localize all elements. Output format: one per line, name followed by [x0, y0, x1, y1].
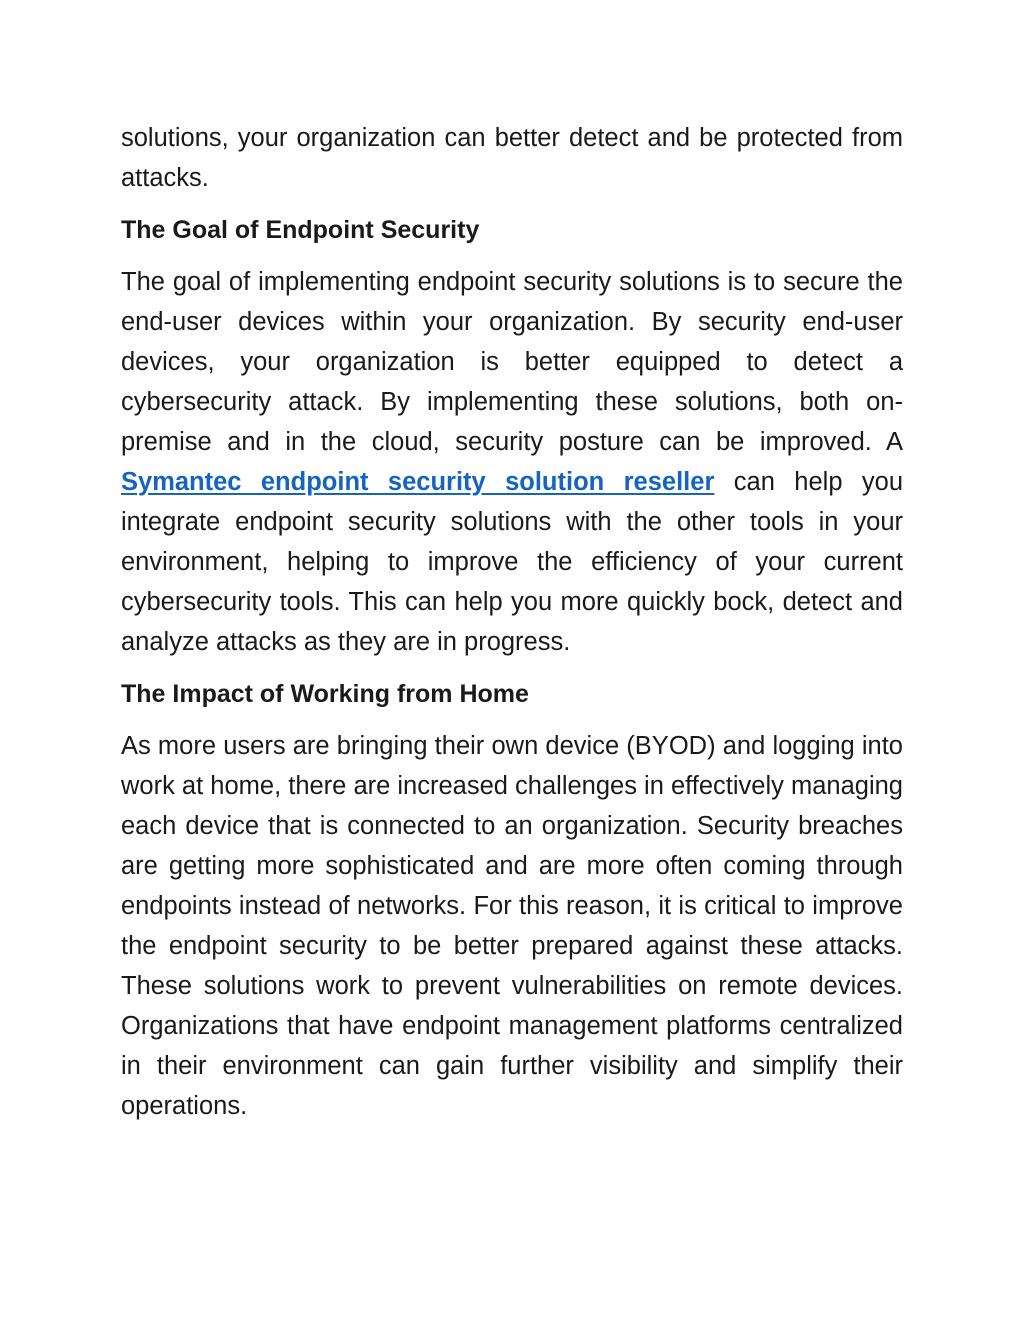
section-heading-working-from-home: The Impact of Working from Home: [121, 680, 529, 708]
symantec-reseller-link[interactable]: Symantec endpoint security solution reseller: [121, 468, 715, 496]
goal-paragraph-text-end: can help you integrate endpoint security solutions with the other tools in your environment, helping to improve the efficiency of your current cybersecurity tools. This can help you more quickly bock, detect and analyze attacks as they are in progress.: [121, 468, 904, 656]
working-from-home-paragraph: As more users are bringing their own device (BYOD) and logging into work at home, there are increased challenges in effectively managing each device that is connected to an organization. Security breaches are getting more sophisticated and are more often coming through endpoints instead of networks. For this reason, it is critical to improve the endpoint security to be better prepared against these attacks. These solutions work to prevent vulnerabilities on remote devices. Organizations that have endpoint management platforms centralized in their environment can gain further visibility and simplify their operations.: [121, 732, 903, 1120]
goal-paragraph: [121, 262, 903, 662]
intro-paragraph: solutions, your organization can better detect and be protected from attacks.: [121, 124, 903, 192]
goal-paragraph-text-start: The goal of implementing endpoint security solutions is to secure the end-user devices within your organization. By security end-user devices, your organization is better equipped to detect a cybersecurity attack. By implementing these solutions, both on-premise and in the cloud, security posture can be improved. A: [121, 268, 903, 456]
section-heading-goal: The Goal of Endpoint Security: [121, 216, 480, 244]
document-page: [121, 118, 903, 1126]
